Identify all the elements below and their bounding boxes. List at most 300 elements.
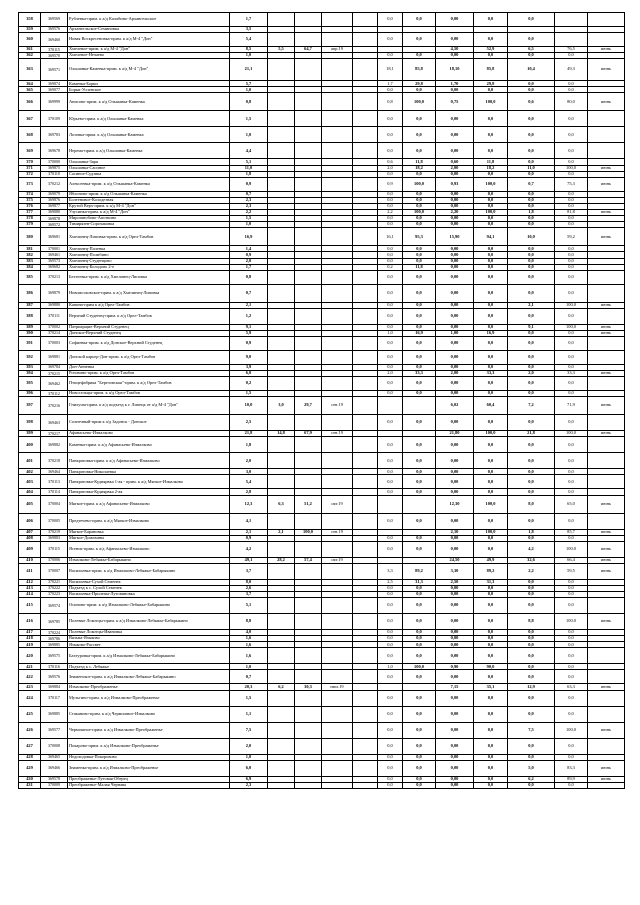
state-pct: 0,0: [378, 415, 403, 431]
road-code: 370221: [41, 579, 68, 585]
repaired-pct: 29,7: [295, 397, 322, 415]
repaired-km: [268, 228, 295, 246]
length-km: 1,0: [230, 754, 268, 760]
length-km: 8,8: [230, 614, 268, 630]
plan-pct: 12,9: [508, 684, 555, 690]
norm-km: 0,0: [403, 53, 436, 59]
state-pct: 0,0: [378, 350, 403, 364]
plan-month: 100,0: [555, 165, 588, 171]
norm-km: 0,0: [403, 252, 436, 258]
repaired-pct: [295, 690, 322, 706]
road-name: Птицефабрика "Березовская"-прим. к а/д Орел-Тамбов: [68, 377, 230, 391]
plan-pct: 9,1: [508, 324, 555, 330]
row-number: 396: [19, 391, 41, 397]
plan-pct: 0,0: [508, 636, 555, 642]
plan-month: [555, 13, 588, 27]
road-code: 369879: [41, 284, 68, 302]
repair-date: июл.19: [322, 684, 353, 690]
length-km: 2,3: [230, 197, 268, 203]
road-name: Подъезд к с. Сухой Семенек: [68, 585, 230, 591]
repaired-km: [268, 722, 295, 738]
length-km: 4,2: [230, 541, 268, 557]
norm-pct: 0,00: [436, 648, 474, 664]
plan-km: 11,8: [474, 159, 508, 165]
repair-date: [322, 563, 353, 579]
plan-km: 0,0: [474, 614, 508, 630]
state-pct: 2,2: [378, 210, 403, 216]
plan-km: 0,0: [474, 127, 508, 143]
plan-pct: 7,2: [508, 397, 555, 415]
repair-date: [322, 453, 353, 469]
norm-km: 0,0: [403, 614, 436, 630]
plan-month: 0,0: [555, 284, 588, 302]
repaired-km: [268, 377, 295, 391]
plan-pct: 0,0: [508, 453, 555, 469]
row-number: 411: [19, 563, 41, 579]
length-km: 0,7: [230, 191, 268, 197]
norm-km: 0,0: [403, 475, 436, 489]
repair-date: окт.19: [322, 557, 353, 563]
plan-month: 0,0: [555, 308, 588, 324]
repair-date: [322, 13, 353, 27]
road-code: 370214: [41, 330, 68, 336]
row-number: 422: [19, 670, 41, 684]
road-name: Рублевка-прим. к а/д Калабино-Архангельское: [68, 13, 230, 27]
plan-year: июнь: [588, 228, 625, 246]
plan-month: 0,0: [555, 489, 588, 495]
plan-year: июнь: [588, 614, 625, 630]
road-name: Ясенок-прим. к а/д Афанасьево-Измалково: [68, 541, 230, 557]
norm-pct: 0,00: [436, 535, 474, 541]
plan-pct: 6,2: [508, 776, 555, 782]
plan-month: 0,0: [555, 191, 588, 197]
row-number: 398: [19, 415, 41, 431]
spacer-cell: [353, 350, 378, 364]
row-number: 423: [19, 684, 41, 690]
repaired-km: [268, 598, 295, 614]
state-pct: 0,0: [378, 336, 403, 350]
plan-pct: 0,0: [508, 270, 555, 284]
plan-km: 52,9: [474, 47, 508, 53]
repaired-pct: [295, 270, 322, 284]
repaired-pct: [295, 127, 322, 143]
repaired-km: [268, 563, 295, 579]
norm-km: 100,0: [403, 177, 436, 191]
road-code: 369570: [41, 53, 68, 59]
norm-km: 31,3: [403, 579, 436, 585]
plan-km: 0,0: [474, 336, 508, 350]
plan-km: 0,0: [474, 776, 508, 782]
road-code: 369885: [41, 642, 68, 648]
plan-pct: 2,0: [508, 371, 555, 377]
plan-pct: 0,0: [508, 598, 555, 614]
repair-date: [322, 690, 353, 706]
repaired-pct: [295, 284, 322, 302]
plan-year: [588, 475, 625, 489]
plan-month: 0,0: [555, 630, 588, 636]
norm-km: 0,0: [403, 197, 436, 203]
norm-km: 0,0: [403, 670, 436, 684]
repaired-km: [268, 670, 295, 684]
plan-km: 0,0: [474, 171, 508, 177]
state-pct: 0,0: [378, 127, 403, 143]
plan-km: 16,9: [474, 330, 508, 336]
road-code: 369465: [41, 754, 68, 760]
plan-month: 100,0: [555, 431, 588, 437]
road-code: 370222: [41, 585, 68, 591]
plan-year: июнь: [588, 330, 625, 336]
norm-km: 0,0: [403, 489, 436, 495]
row-number: 415: [19, 598, 41, 614]
repair-date: [322, 475, 353, 489]
state-pct: 0,0: [378, 614, 403, 630]
plan-pct: 1,8: [508, 529, 555, 535]
row-number: 388: [19, 308, 41, 324]
repaired-km: [268, 308, 295, 324]
plan-year: [588, 127, 625, 143]
road-code: 370007: [41, 563, 68, 579]
plan-month: 0,0: [555, 706, 588, 722]
repaired-km: [268, 415, 295, 431]
row-number: 416: [19, 614, 41, 630]
repaired-km: 6,3: [268, 495, 295, 513]
road-name: Новомосковское-прим. к а/д Хмелинец-Липовка: [68, 284, 230, 302]
state-pct: 0,0: [378, 216, 403, 222]
norm-km: 0,0: [403, 636, 436, 642]
norm-km: 11,8: [403, 264, 436, 270]
plan-pct: 0,0: [508, 364, 555, 370]
norm-pct: 0,00: [436, 630, 474, 636]
table-row: [19, 59, 625, 81]
repair-date: [322, 284, 353, 302]
repaired-km: [268, 706, 295, 722]
plan-km: 0,0: [474, 489, 508, 495]
repaired-pct: [295, 648, 322, 664]
norm-km: 0,0: [403, 585, 436, 591]
norm-pct: 0,00: [436, 706, 474, 722]
norm-pct: 1,00: [436, 330, 474, 336]
plan-year: [588, 284, 625, 302]
norm-pct: 0,00: [436, 722, 474, 738]
road-name: Патриарщие-Верхний Студенец: [68, 324, 230, 330]
length-km: 6,0: [230, 760, 268, 776]
plan-month: 63,3: [555, 684, 588, 690]
norm-km: 0,0: [403, 336, 436, 350]
roads-table: [18, 12, 625, 789]
road-name: Недоходовка-Покоровово: [68, 754, 230, 760]
road-code: 369571: [41, 59, 68, 81]
length-km: 1,2: [230, 308, 268, 324]
plan-month: 0,0: [555, 648, 588, 664]
norm-km: 0,0: [403, 738, 436, 754]
road-name: Анисово-прим. к а/д Ольшанка-Каменка: [68, 93, 230, 111]
spacer-cell: [353, 228, 378, 246]
plan-month: 0,0: [555, 636, 588, 642]
plan-pct: 0,0: [508, 690, 555, 706]
plan-month: 0,0: [555, 592, 588, 598]
plan-year: [588, 377, 625, 391]
plan-km: 31,3: [474, 579, 508, 585]
state-pct: 0,0: [378, 760, 403, 776]
repaired-km: [268, 143, 295, 159]
length-km: 4,0: [230, 630, 268, 636]
repair-date: [322, 706, 353, 722]
plan-month: 0,0: [555, 258, 588, 264]
repair-date: [322, 228, 353, 246]
state-pct: 0,0: [378, 535, 403, 541]
plan-year: июнь: [588, 760, 625, 776]
norm-km: 85,8: [403, 59, 436, 81]
spacer-cell: [353, 33, 378, 47]
road-code: 369681: [41, 228, 68, 246]
plan-km: 0,0: [474, 87, 508, 93]
plan-month: 0,0: [555, 738, 588, 754]
norm-km: 0,0: [403, 722, 436, 738]
table-row: [19, 228, 625, 246]
repaired-pct: [295, 453, 322, 469]
plan-month: 0,0: [555, 585, 588, 591]
repaired-km: 6,2: [268, 684, 295, 690]
norm-km: 0,0: [403, 143, 436, 159]
length-km: 7,5: [230, 722, 268, 738]
length-km: 3,7: [230, 592, 268, 598]
plan-year: [588, 738, 625, 754]
road-name: Васильевка-Прилепы-Лутовиновка: [68, 592, 230, 598]
row-number: 390: [19, 330, 41, 336]
table-row: [19, 782, 625, 788]
norm-pct: 0,00: [436, 754, 474, 760]
repair-date: апр.19: [322, 47, 353, 53]
repair-date: [322, 437, 353, 453]
row-number: 420: [19, 648, 41, 664]
plan-km: 0,0: [474, 475, 508, 489]
state-pct: 0,0: [378, 222, 403, 228]
row-number: 364: [19, 81, 41, 87]
state-pct: 0,0: [378, 284, 403, 302]
spacer-cell: [353, 541, 378, 557]
norm-pct: 3,30: [436, 563, 474, 579]
road-name: Панкратовка-Николаевка: [68, 469, 230, 475]
length-km: 2,2: [230, 210, 268, 216]
plan-month: 100,0: [555, 722, 588, 738]
road-code: 369884: [41, 684, 68, 690]
norm-pct: 0,00: [436, 377, 474, 391]
repaired-pct: [295, 13, 322, 27]
repaired-km: [268, 513, 295, 529]
road-name: Хмелинец-Полибино: [68, 252, 230, 258]
plan-month: 0,0: [555, 197, 588, 203]
norm-pct: 0,00: [436, 111, 474, 127]
plan-month: 71,9: [555, 397, 588, 415]
plan-pct: 0,0: [508, 469, 555, 475]
norm-pct: 0,00: [436, 336, 474, 350]
norm-pct: 1,70: [436, 81, 474, 87]
state-pct: 0,0: [378, 197, 403, 203]
state-pct: 0,0: [378, 324, 403, 330]
row-number: 369: [19, 143, 41, 159]
plan-km: 60,4: [474, 397, 508, 415]
state-pct: 1,0: [378, 330, 403, 336]
row-number: 405: [19, 495, 41, 513]
road-code: 369786: [41, 636, 68, 642]
road-name: Софиевка-прим. к а/д Донское-Верхний Студенец: [68, 336, 230, 350]
plan-year: июнь: [588, 324, 625, 330]
norm-km: 0,0: [403, 191, 436, 197]
state-pct: 0,0: [378, 453, 403, 469]
length-km: 2,0: [230, 453, 268, 469]
plan-year: июнь: [588, 431, 625, 437]
plan-pct: 11,0: [508, 165, 555, 171]
plan-km: 0,0: [474, 760, 508, 776]
state-pct: 0,6: [378, 159, 403, 165]
plan-km: 94,1: [474, 228, 508, 246]
plan-km: 0,0: [474, 585, 508, 591]
repair-date: [322, 541, 353, 557]
row-number: 371: [19, 165, 41, 171]
plan-year: [588, 336, 625, 350]
road-code: 370110: [41, 171, 68, 177]
norm-km: 95,3: [403, 228, 436, 246]
norm-km: 0,0: [403, 13, 436, 27]
road-name: Лозовка-прим. к а/д Ольшанка-Каменка: [68, 127, 230, 143]
road-code: 369578: [41, 776, 68, 782]
norm-pct: 0,00: [436, 541, 474, 557]
plan-pct: 2,1: [508, 302, 555, 308]
road-name: Знаменка-прим. к а/д Измалково-Преображенье: [68, 760, 230, 776]
plan-km: 100,0: [474, 495, 508, 513]
road-name: Полевые Локотцы-Ивановка: [68, 630, 230, 636]
norm-pct: 0,00: [436, 308, 474, 324]
norm-pct: 18,10: [436, 59, 474, 81]
state-pct: 0,0: [378, 670, 403, 684]
row-number: 389: [19, 324, 41, 330]
table-row: [19, 177, 625, 191]
plan-pct: 0,0: [508, 330, 555, 336]
road-name: Ольшанка-Сасиное: [68, 165, 230, 171]
road-code: 370219: [41, 529, 68, 535]
state-pct: 0,0: [378, 754, 403, 760]
road-name: Гнилуша-прим. к а/д подъезд к г. Липецк от а/д М-4 "Дон": [68, 397, 230, 415]
norm-pct: 0,00: [436, 453, 474, 469]
plan-pct: 0,0: [508, 738, 555, 754]
spacer-cell: [353, 415, 378, 431]
row-number: 381: [19, 246, 41, 252]
norm-pct: 0,00: [436, 197, 474, 203]
norm-pct: 0,00: [436, 302, 474, 308]
plan-pct: 0,0: [508, 159, 555, 165]
length-km: 12,3: [230, 495, 268, 513]
repaired-km: [268, 350, 295, 364]
norm-km: 0,0: [403, 203, 436, 209]
plan-km: 0,0: [474, 636, 508, 642]
row-number: 382: [19, 252, 41, 258]
length-km: 2,1: [230, 302, 268, 308]
state-pct: 0,0: [378, 706, 403, 722]
road-code: 370114: [41, 489, 68, 495]
spacer-cell: [353, 177, 378, 191]
row-number: 425: [19, 706, 41, 722]
state-pct: 0,8: [378, 93, 403, 111]
plan-month: 100,0: [555, 324, 588, 330]
state-pct: 0,0: [378, 782, 403, 788]
plan-month: 0,0: [555, 415, 588, 431]
plan-month: 0,0: [555, 81, 588, 87]
plan-km: 0,0: [474, 630, 508, 636]
road-code: 370113: [41, 475, 68, 489]
plan-km: 85,8: [474, 59, 508, 81]
repaired-pct: 30,3: [295, 684, 322, 690]
road-code: 369461: [41, 252, 68, 258]
road-name: Мягкое-Барановка: [68, 529, 230, 535]
road-code: 369877: [41, 203, 68, 209]
plan-month: 76,5: [555, 47, 588, 53]
state-pct: 0,0: [378, 270, 403, 284]
road-name: Бахтуровка-прим. к а/д Измалково-Лебяжье-Бабарыкино: [68, 648, 230, 664]
norm-km: 0,0: [403, 258, 436, 264]
spacer-cell: [353, 706, 378, 722]
norm-pct: 0,00: [436, 13, 474, 27]
road-code: 369682: [41, 264, 68, 270]
plan-km: 0,0: [474, 258, 508, 264]
row-number: 431: [19, 782, 41, 788]
plan-pct: 0,0: [508, 630, 555, 636]
state-pct: 0,0: [378, 391, 403, 397]
plan-pct: 0,0: [508, 585, 555, 591]
repaired-pct: 67,9: [295, 431, 322, 437]
plan-pct: 0,0: [508, 391, 555, 397]
plan-pct: 0,0: [508, 81, 555, 87]
plan-month: 89,9: [555, 776, 588, 782]
plan-month: 49,3: [555, 59, 588, 81]
table-row: [19, 415, 625, 431]
road-name: Полевые Локотцы-прим. к а/д Измалково-Лебяжье-Бабарыкино: [68, 614, 230, 630]
plan-km: 0,0: [474, 738, 508, 754]
spacer-cell: [353, 111, 378, 127]
plan-km: 0,0: [474, 222, 508, 228]
norm-pct: 4,50: [436, 47, 474, 53]
plan-year: [588, 670, 625, 684]
row-number: 385: [19, 270, 41, 284]
plan-pct: 10,0: [508, 228, 555, 246]
plan-pct: 7,5: [508, 722, 555, 738]
plan-pct: 0,0: [508, 782, 555, 788]
plan-pct: 0,0: [508, 246, 555, 252]
plan-pct: 0,0: [508, 377, 555, 391]
length-km: 2,8: [230, 489, 268, 495]
length-km: 5,4: [230, 33, 268, 47]
length-km: 1,6: [230, 648, 268, 664]
table-row: [19, 760, 625, 776]
plan-month: 0,0: [555, 111, 588, 127]
norm-pct: 0,00: [436, 143, 474, 159]
norm-pct: 0,00: [436, 258, 474, 264]
plan-month: 0,0: [555, 252, 588, 258]
row-number: 393: [19, 364, 41, 370]
repaired-km: [268, 177, 295, 191]
table-row: [19, 690, 625, 706]
plan-month: 0,0: [555, 203, 588, 209]
length-km: 4,1: [230, 513, 268, 529]
road-name: Улусинка-прим. к а/д М-4 "Дон": [68, 210, 230, 216]
plan-month: [555, 33, 588, 47]
row-number: 370: [19, 159, 41, 165]
length-km: 2,6: [230, 585, 268, 591]
spacer-cell: [353, 738, 378, 754]
row-number: 417: [19, 630, 41, 636]
plan-year: [588, 308, 625, 324]
plan-month: 0,0: [555, 642, 588, 648]
plan-month: 0,0: [555, 53, 588, 59]
